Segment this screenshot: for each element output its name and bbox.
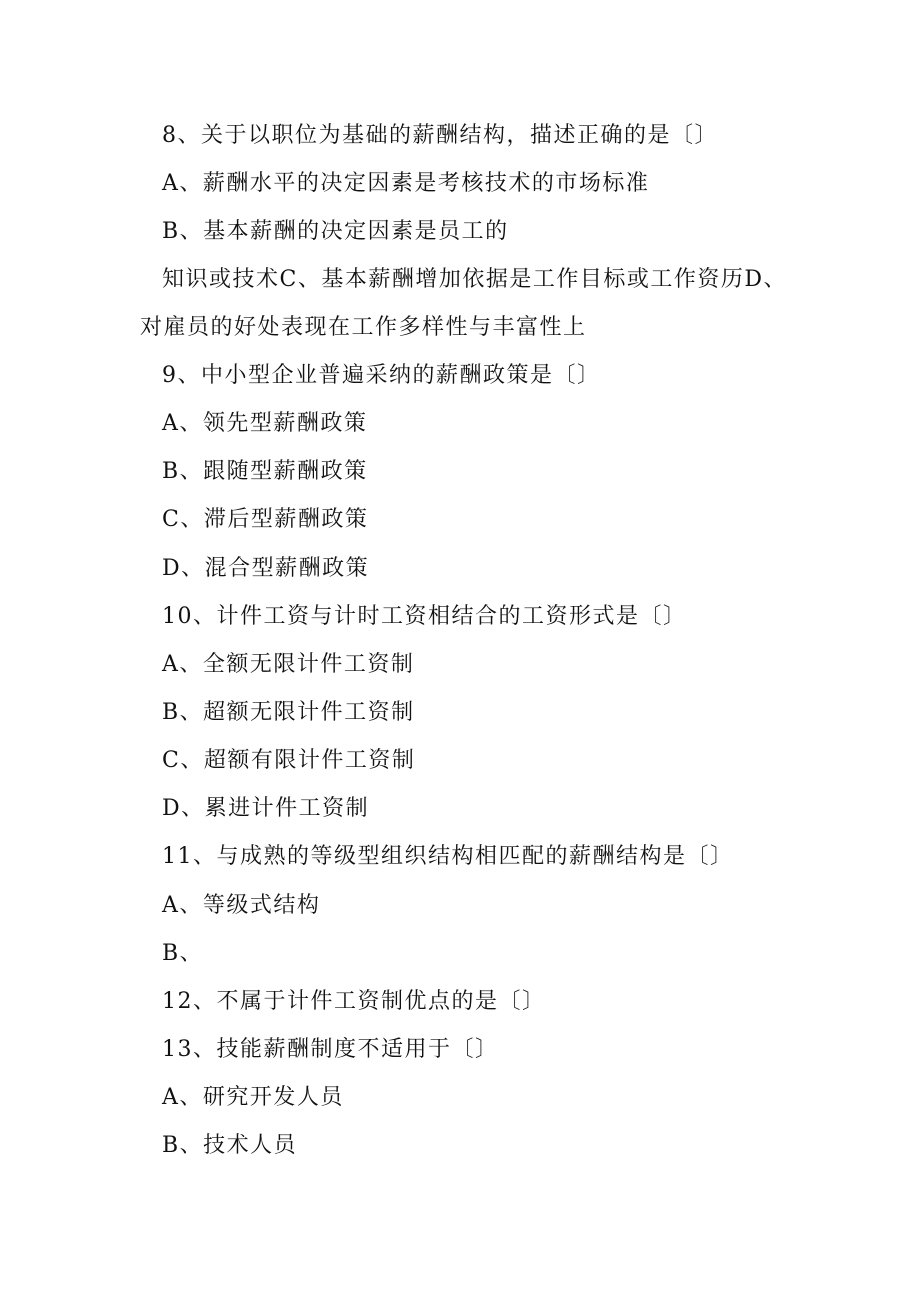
question-9: 9、中小型企业普遍采纳的薪酬政策是〔〕 [162,363,601,388]
question-8-option-b: B、基本薪酬的决定因素是员工的 [162,219,509,244]
question-9-option-d: D、混合型薪酬政策 [162,556,370,581]
question-11-option-b: B、 [162,941,204,966]
question-8-option-a: A、薪酬水平的决定因素是考核技术的市场标准 [162,171,650,196]
question-10: 10、计件工资与计时工资相结合的工资形式是〔〕 [162,604,687,629]
question-11-option-a: A、等级式结构 [162,893,321,918]
question-9-option-b: B、跟随型薪酬政策 [162,459,368,484]
question-9-option-a: A、领先型薪酬政策 [162,411,368,436]
question-10-option-a: A、全额无限计件工资制 [162,652,415,677]
question-13-option-b: B、技术人员 [162,1133,298,1158]
question-9-option-c: C、滞后型薪酬政策 [162,507,369,532]
question-10-option-b: B、超额无限计件工资制 [162,700,415,725]
question-12: 12、不属于计件工资制优点的是〔〕 [162,989,546,1014]
question-11: 11、与成熟的等级型组织结构相匹配的薪酬结构是〔〕 [162,844,734,869]
question-10-option-c: C、超额有限计件工资制 [162,748,416,773]
question-13: 13、技能薪酬制度不适用于〔〕 [162,1037,499,1062]
question-8-option-d: 对雇员的好处表现在工作多样性与丰富性上 [140,315,587,340]
question-13-option-a: A、研究开发人员 [162,1085,344,1110]
question-10-option-d: D、累进计件工资制 [162,796,370,821]
question-8-option-b-continued: 知识或技术C、基本薪酬增加依据是工作目标或工作资历D、 [162,267,787,292]
question-8: 8、关于以职位为基础的薪酬结构，描述正确的是〔〕 [162,123,718,148]
